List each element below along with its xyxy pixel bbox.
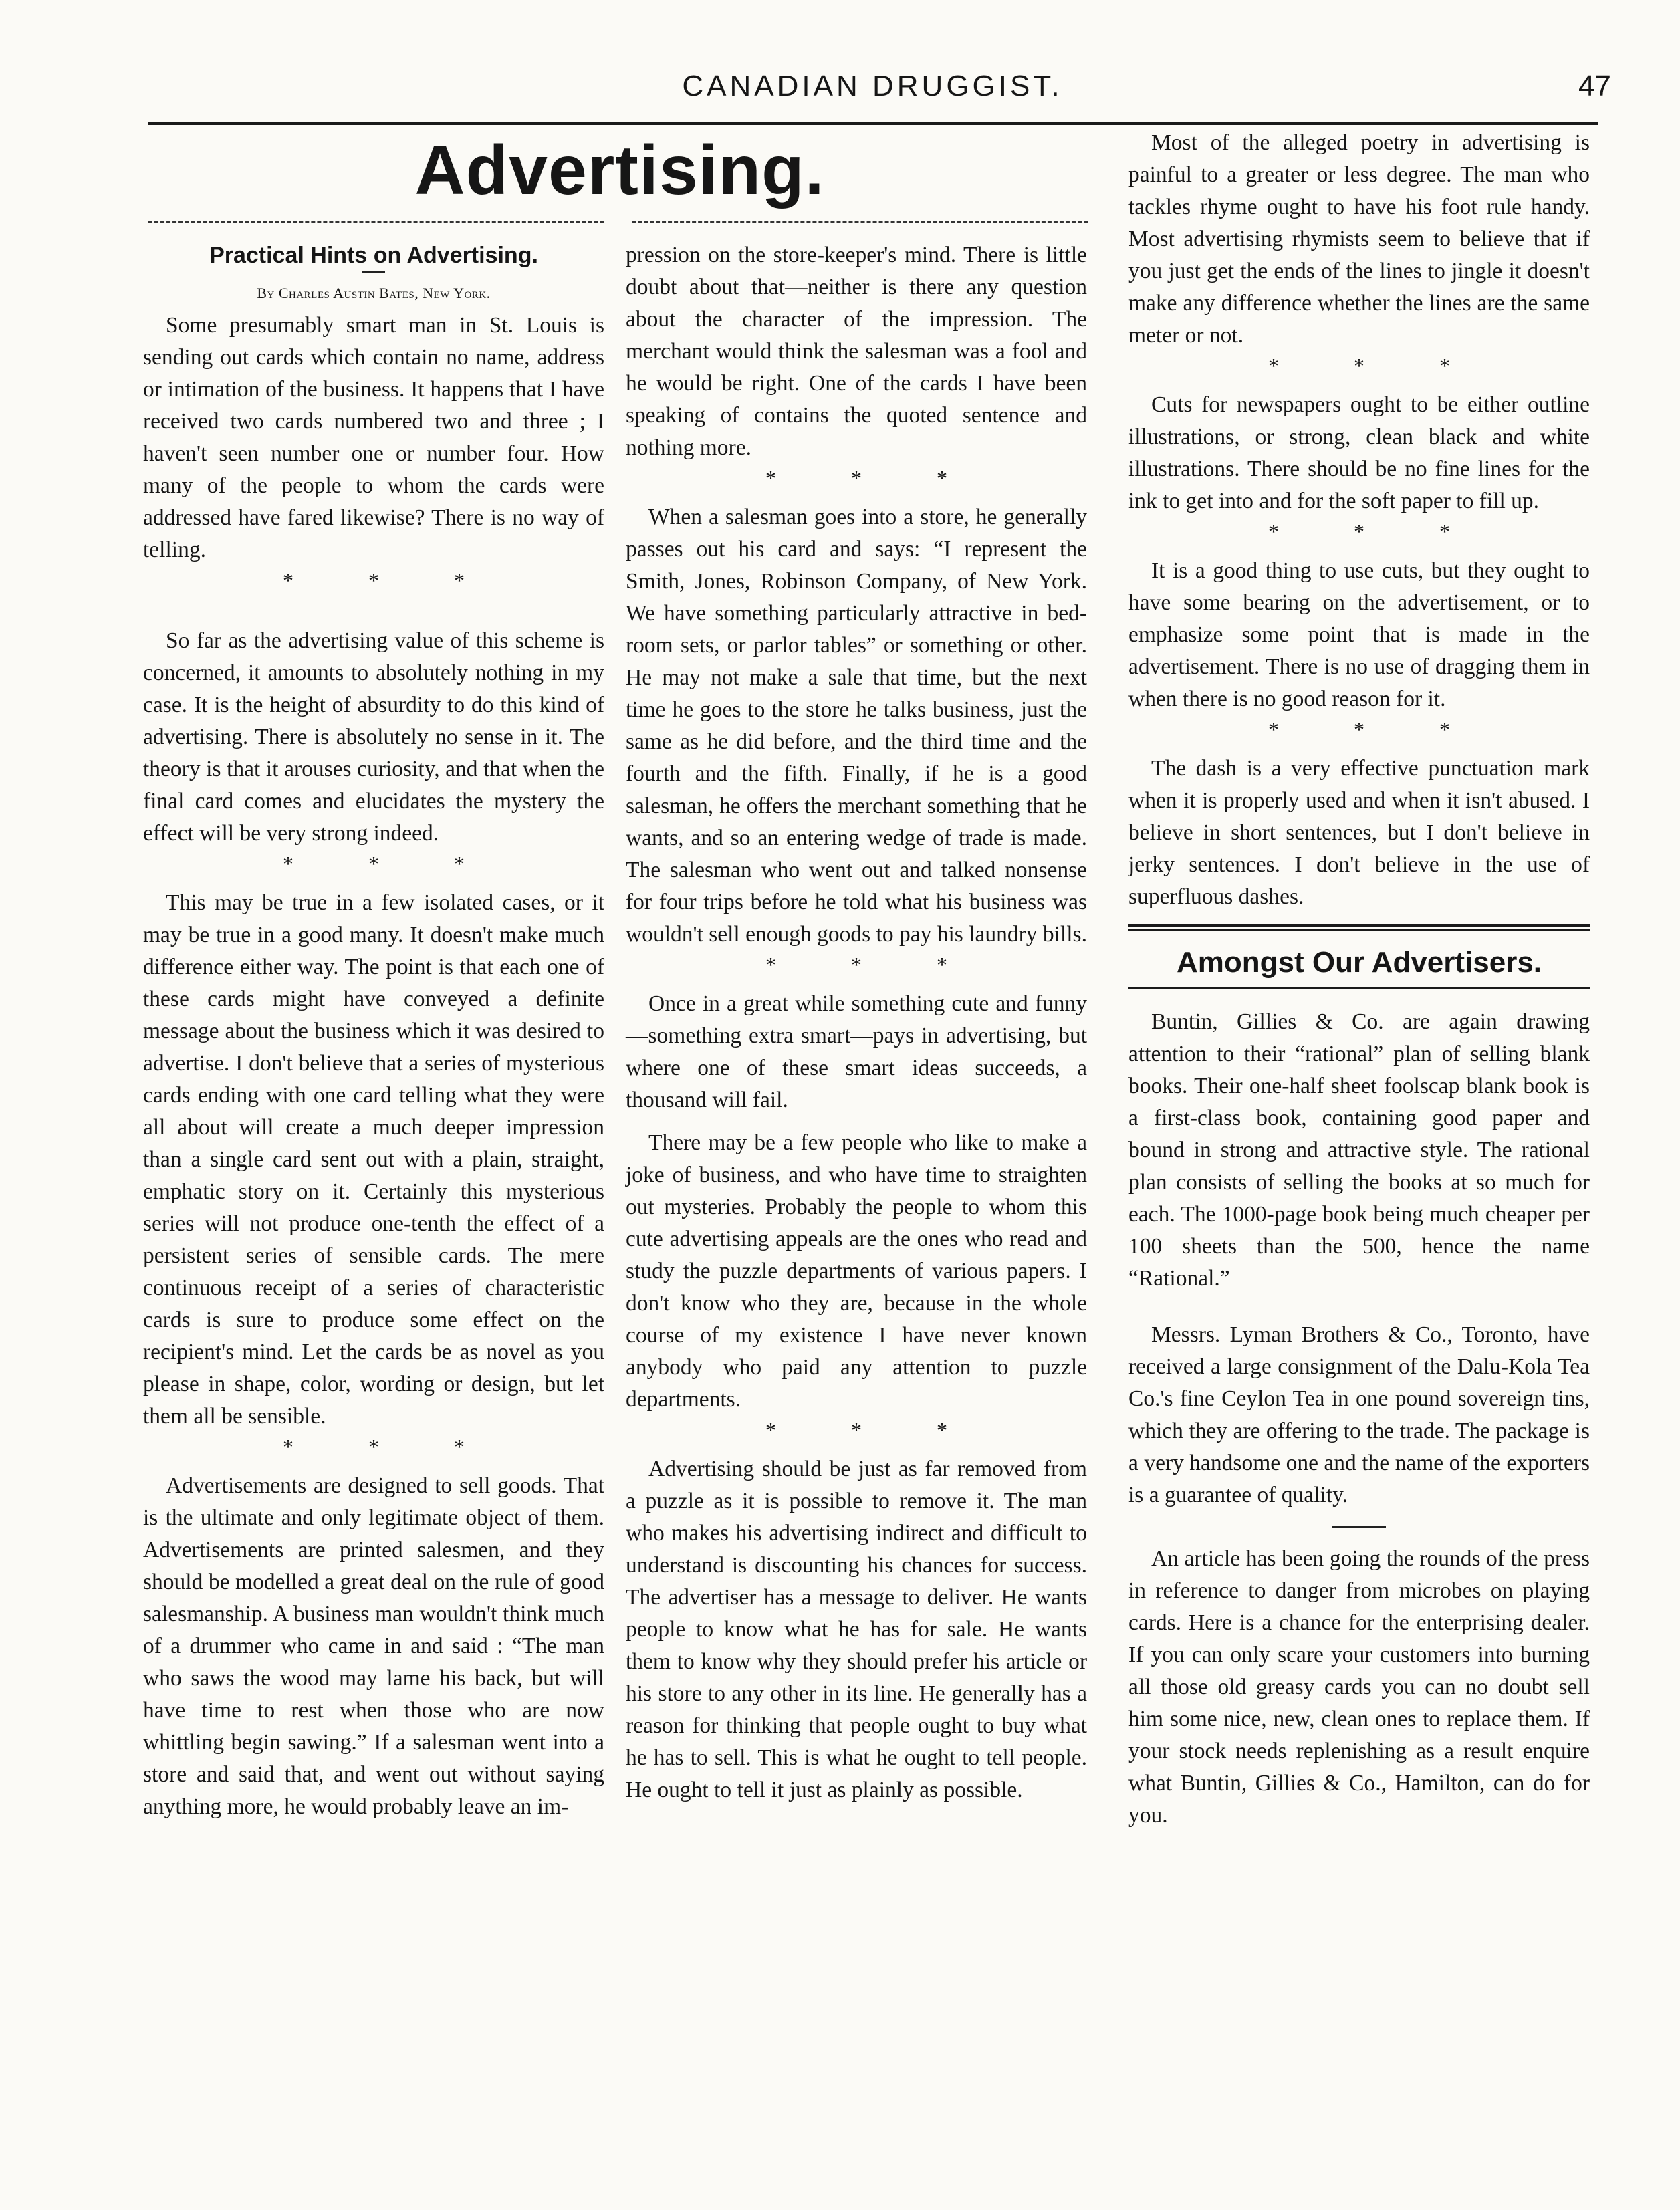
paragraph: There may be a few people who like to make a joke of business, and who have time to straighten out mysteries. Probably the people to whom this cute advertising appeals are the ones who read and study the puzzle departments of various papers. I don't know who they are, because in the whole course of my existence I have never known anybody who paid any attention to puzzle departments. [626, 1130, 1087, 1412]
advertisers-heading: Amongst Our Advertisers. [1176, 946, 1542, 979]
section-separator: * * * [1268, 354, 1485, 378]
section-separator: * * * [1268, 717, 1485, 741]
paragraph: Some presumably smart man in St. Louis is sending out cards which contain no name, address or intimation of the business. It happens that I have received two cards numbered two and three ; I haven't seen number one or number four. How many of the people to whom the cards were addressed have fared likewise? There is no way of telling. [143, 313, 604, 562]
article-column-2 [626, 239, 1087, 1806]
paragraph: This may be true in a few isolated cases, or it may be true in a good many. It doesn't make much difference either way. The point is that each one of these cards might have conveyed a definite message about the business which it was desired to advertise. I don't believe that a series of mysterious cards ending with one card telling what they were all about will create a much deeper impression than a single card sent out with a plain, straight, emphatic story on it. Certainly this mysterious series will not produce one-tenth the effect of a persistent series of sensible cards. The mere continuous receipt of a series of characteristic cards is sure to produce some effect on the recipient's mind. Let the cards be as novel as you please in shape, color, wording or design, but let them all be sensible. [143, 890, 604, 1429]
paragraph: Advertisements are designed to sell goods. That is the ultimate and only legitimate object of them. Advertisements are printed salesmen, and they should be modelled a great deal on the rule of good salesmanship. A business man wouldn't think much of a drummer who came in and said : “The man who saws the wood may lame his back, but will have time to rest when those who are now whittling begin sawing.” If a salesman went into a store and said that, and went out without saying anything more, he would probably leave an im- [143, 1473, 604, 1819]
article-column-1 [143, 239, 604, 1823]
section-separator: * * * [765, 953, 982, 977]
paragraph: Advertising should be just as far removed from a puzzle as it is possible to remove it. The man who makes his advertising indirect and difficult to understand is discounting his chances for success. The advertiser has a message to deliver. He wants people to know what he has for sale. He wants them to know why they should prefer his article or his store to any other in its line. He generally has a reason for thinking that people ought to buy what he has to sell. This is what he ought to tell people. He ought to tell it just as plainly as possible. [626, 1457, 1087, 1802]
section-title: Advertising. [414, 132, 825, 209]
paragraph: When a salesman goes into a store, he generally passes out his card and says: “I represent the Smith, Jones, Robinson Company, of New York. We have something particularly attractive in bed-room sets, or parlor tables” or something or other. He may not make a sale that time, but the next time he goes to the store he talks business, just the same as he did before, and the third time and the fourth and the fifth. Finally, if he is a good salesman, he offers the merchant something that he wants, and so an entering wedge of trade is made. The salesman who went out and talked nonsense for four trips before he told what his business was wouldn't sell enough goods to pay his laundry bills. [626, 505, 1087, 947]
paragraph: So far as the advertising value of this scheme is concerned, it amounts to absolutely nothing in my case. It is the height of absurdity to do this kind of advertising. There is absolutely no sense in it. The theory is that it arouses curiosity, and that when the final card comes and elucidates the mystery the effect will be very strong indeed. [143, 628, 604, 846]
paragraph: The dash is a very effective punctuation mark when it is properly used and when it isn't abused. I believe in short sentences, but I don't believe in jerky sentences. I don't believe in the use of superfluous dashes. [1128, 756, 1590, 909]
advertiser-item: An article has been going the rounds of the press in reference to danger from microbes on playing cards. Here is a chance for the enterprising dealer. If you can only scare your customers into burning all those old greasy cards you can no doubt sell him some nice, new, clean ones to replace them. If your stock needs replenishing as a result enquire what Buntin, Gillies & Co., Hamilton, can do for you. [1128, 1546, 1590, 1828]
title-divider-left [148, 221, 604, 223]
section-separator: * * * [765, 466, 982, 490]
paragraph: Once in a great while something cute and funny—something extra smart—pays in advertising, but where one of these smart ideas succeeds, a thousand will fail. [626, 991, 1087, 1112]
title-divider-right [632, 221, 1088, 223]
article-byline: By Charles Austin Bates, New York. [257, 285, 491, 301]
item-rule [1332, 1526, 1386, 1528]
advertiser-item: Buntin, Gillies & Co. are again drawing attention to their “rational” plan of selling blank books. Their one-half sheet foolscap blank book is a first-class book, containing good paper and bound in strong and attractive style. The rational plan consists of selling the books at so much for each. The 1000-page book being much cheaper per 100 sheets than the 500, hence the name “Rational.” [1128, 1009, 1590, 1291]
article-column-3 [1128, 127, 1590, 1832]
section-separator: * * * [283, 568, 499, 592]
paragraph: Cuts for newspapers ought to be either outline illustrations, or strong, clean black and white illustrations. There should be no fine lines for the ink to get into and for the soft paper to fill up. [1128, 392, 1590, 513]
paragraph: Most of the alleged poetry in advertising is painful to a greater or less degree. The man who tackles rhyme ought to have his foot rule handy. Most advertising rhymists seem to believe that if you just get the ends of the lines to jingle it doesn't make any difference whether the lines are the same meter or not. [1128, 130, 1590, 348]
section-separator: * * * [283, 852, 499, 876]
section-separator: * * * [765, 1418, 982, 1442]
paragraph: pression on the store-keeper's mind. There is little doubt about that—neither is there any question about the character of the impression. The merchant would think the salesman was a fool and he would be right. One of the cards I have been speaking of contains the quoted sentence and nothing more. [626, 243, 1087, 460]
paragraph: It is a good thing to use cuts, but they ought to have some bearing on the advertisement, or to emphasize some point that is made in the advertisement. There is no use of dragging them in when there is no good reason for it. [1128, 558, 1590, 711]
page-header [134, 67, 1611, 120]
page-number: 47 [1578, 70, 1611, 102]
running-title: CANADIAN DRUGGIST. [682, 70, 1063, 102]
header-rule [148, 122, 1598, 125]
advertisers-rule [1128, 987, 1590, 989]
article-heading: Practical Hints on Advertising. [209, 243, 538, 268]
section-separator: * * * [1268, 519, 1485, 543]
heading-rule [362, 271, 385, 273]
section-separator: * * * [283, 1435, 499, 1459]
section-double-rule [1128, 924, 1590, 931]
advertiser-item: Messrs. Lyman Brothers & Co., Toronto, have received a large consignment of the Dalu-Kola Tea Co.'s fine Ceylon Tea in one pound sovereign tins, which they are offering to the trade. The package is a very handsome one and the name of the exporters is a guarantee of quality. [1128, 1322, 1590, 1507]
